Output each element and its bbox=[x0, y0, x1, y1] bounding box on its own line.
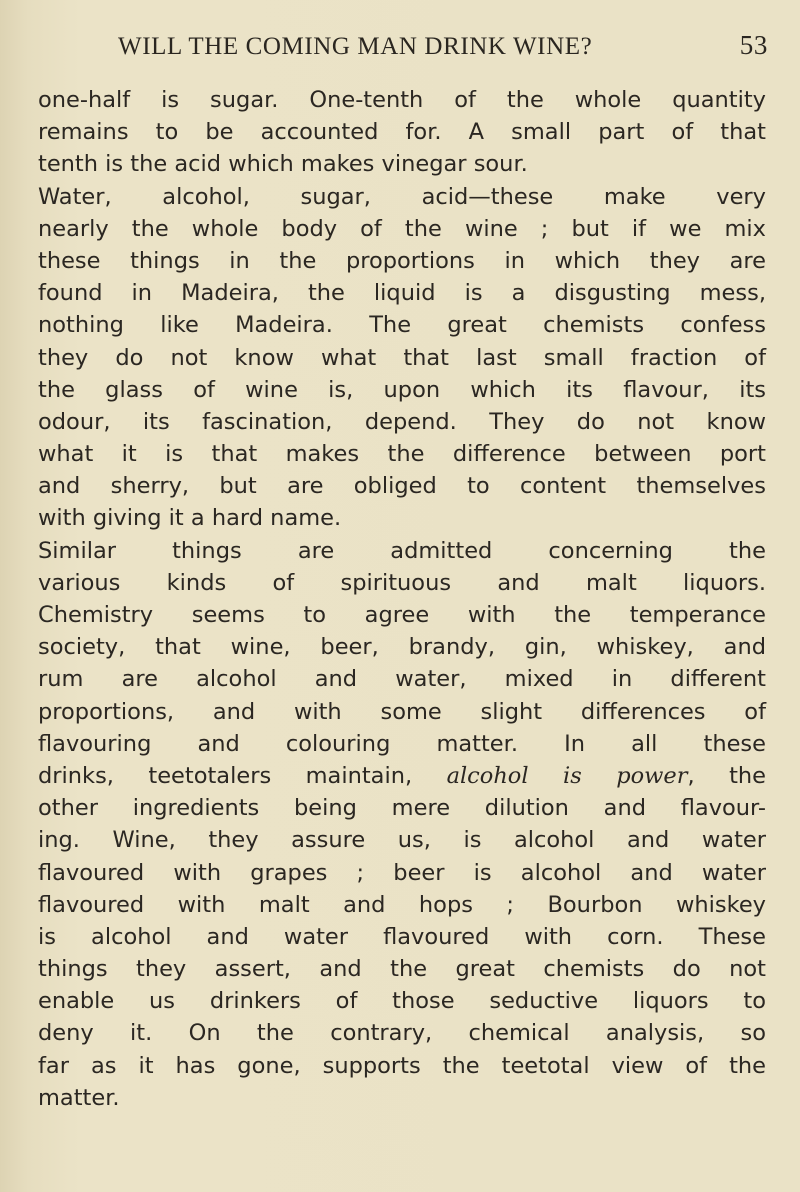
text-line: nearly the whole body of the wine ; but if we mix bbox=[38, 215, 766, 242]
text-line: with giving it a hard name. bbox=[38, 505, 342, 532]
text-line: proportions, and with some slight differences of bbox=[38, 698, 766, 725]
text-line: flavoured with malt and hops ; Bourbon whiskey bbox=[38, 891, 766, 918]
text-line: Chemistry seems to agree with the temperance bbox=[38, 602, 766, 628]
text-line: tenth is the acid which makes vinegar sour. bbox=[38, 151, 528, 178]
page-number: 53 bbox=[739, 30, 768, 60]
text-line: various kinds of spirituous and malt liquors. bbox=[38, 569, 766, 596]
text-line: matter. bbox=[38, 1084, 120, 1111]
text-line: society, that wine, beer, brandy, gin, whiskey, and bbox=[38, 634, 766, 661]
text-segment: , the bbox=[687, 762, 766, 789]
text-line: other ingredients being mere dilution and flavour- bbox=[38, 795, 766, 822]
text-line: the glass of wine is, upon which its flavour, its bbox=[38, 376, 766, 403]
text-line: far as it has gone, supports the teetotal view of the bbox=[38, 1052, 766, 1079]
text-line: one-half is sugar. One-tenth of the whole quantity bbox=[38, 87, 766, 113]
text-line: flavouring and colouring matter. In all these bbox=[38, 730, 766, 757]
text-line-with-emphasis bbox=[38, 760, 766, 792]
text-line: found in Madeira, the liquid is a disgusting mess, bbox=[38, 280, 766, 307]
text-line: Water, alcohol, sugar, acid—these make very bbox=[38, 183, 766, 210]
text-line: these things in the proportions in which they are bbox=[38, 247, 766, 274]
text-line: what it is that makes the difference between port bbox=[38, 441, 766, 468]
text-line: enable us drinkers of those seductive liquors to bbox=[38, 988, 766, 1015]
running-title: WILL THE COMING MAN DRINK WINE? bbox=[118, 33, 593, 60]
text-line: and sherry, but are obliged to content themselves bbox=[38, 473, 766, 500]
text-line: Similar things are admitted concerning the bbox=[38, 537, 766, 564]
running-head bbox=[118, 30, 768, 70]
text-line: deny it. On the contrary, chemical analysis, so bbox=[38, 1020, 766, 1047]
text-line: flavoured with grapes ; beer is alcohol and water bbox=[38, 859, 766, 886]
body-text bbox=[38, 84, 766, 1114]
text-line: rum are alcohol and water, mixed in different bbox=[38, 666, 766, 693]
text-line: odour, its fascination, depend. They do not know bbox=[38, 408, 766, 435]
text-line: is alcohol and water flavoured with corn. These bbox=[38, 923, 766, 950]
text-line: ing. Wine, they assure us, is alcohol and water bbox=[38, 827, 766, 854]
text-line: things they assert, and the great chemists do not bbox=[38, 956, 766, 983]
text-line: remains to be accounted for. A small part of that bbox=[38, 119, 766, 146]
text-line: they do not know what that last small fraction of bbox=[38, 344, 766, 371]
text-segment: drinks, teetotalers maintain, bbox=[38, 762, 447, 789]
italic-phrase: alcohol is power bbox=[446, 762, 688, 789]
text-line: nothing like Madeira. The great chemists confess bbox=[38, 312, 766, 339]
